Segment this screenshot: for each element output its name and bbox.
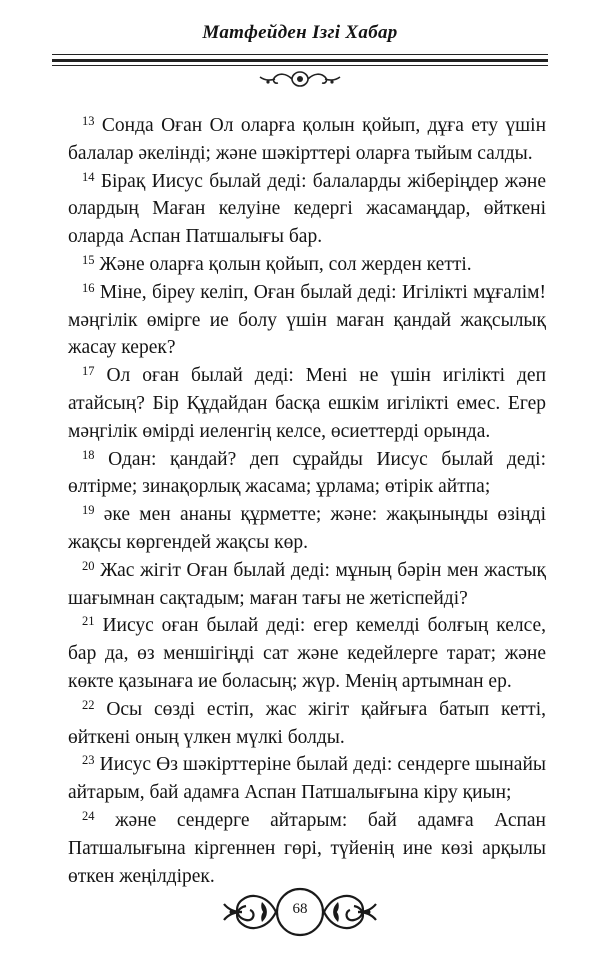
verse-22 (68, 696, 546, 752)
verse-text: және сендерге айтарым: бай адамға Аспан Патшалығына кіргеннен гөрі, түйенің ине көзі арқылы өткен жеңілдірек. (68, 809, 546, 887)
verse-17 (68, 362, 546, 445)
verse-19 (68, 501, 546, 557)
verse-text: Міне, біреу келіп, Оған былай деді: Игілікті мұғалім! мәңгілік өмірге ие болу үшін маған қандай жақсылық жасау керек? (68, 281, 546, 359)
verse-20 (68, 557, 546, 613)
verse-number: 16 (82, 280, 95, 295)
header-rule-thin (52, 54, 548, 55)
verse-24 (68, 807, 546, 890)
verse-text: Осы сөзді естіп, жас жігіт қайғыға батып кетті, өйткені оның үлкен мүлкі болды. (68, 698, 546, 748)
verse-number: 14 (82, 169, 95, 184)
verse-text: Иисус оған былай деді: егер кемелді болғың келсе, бар да, өз меншігіңді сат және кедейлерге тарат; және көкте қазынаға ие боласың; жүр. Менің артымнан ер. (68, 615, 546, 692)
verse-number: 21 (82, 614, 95, 629)
verse-text: Ол оған былай деді: Мені не үшін игілікті деп атайсың? Бір Құдайдан басқа ешкім игілікті емес. Егер мәңгілік өмірді иеленгің келсе, өсиеттерді орында. (68, 365, 547, 442)
verse-text: Одан: қандай? деп сұрайды Иисус былай деді: өлтірме; зинақорлық жасама; ұрлама; өтірік айтпа; (68, 448, 546, 498)
header-rule-thick (52, 59, 548, 62)
verse-23 (68, 751, 546, 807)
header-ornament-icon (255, 68, 345, 90)
verse-text: Сонда Оған Ол оларға қолын қойып, дұға ету үшін балалар әкелінді; және шәкірттері оларға тыйым салды. (68, 115, 546, 164)
verse-number: 20 (82, 558, 95, 573)
verse-text: Иисус Өз шәкірттеріне былай деді: сендерге шынайы айтарым, бай адамға Аспан Патшалығына кіру қиын; (68, 754, 547, 804)
verse-number: 17 (82, 364, 95, 379)
verse-number: 22 (82, 697, 95, 712)
verse-text: Бірақ Иисус былай деді: балаларды жіберіңдер және олардың Маған келуіне кедергі жасамаңдар, өйткені оларда Аспан Патшалығы бар. (68, 170, 546, 248)
verse-13 (68, 112, 546, 168)
verse-16 (68, 279, 546, 362)
verse-number: 19 (82, 503, 95, 518)
verse-number: 23 (82, 753, 95, 768)
verse-text: әке мен ананы құрметте; және: жақыныңды өзіңді жақсы көргендей жақсы көр. (68, 504, 546, 553)
verse-number: 18 (82, 447, 95, 462)
page-number: 68 (292, 901, 308, 917)
verse-text: Және оларға қолын қойып, сол жерден кетті. (99, 253, 472, 275)
verse-list (68, 112, 546, 890)
header-rule-thin-lower (52, 65, 548, 66)
verse-number: 13 (82, 114, 95, 128)
verse-18 (68, 446, 546, 502)
verse-number: 24 (82, 808, 95, 823)
verse-text: Жас жігіт Оған былай деді: мұның бәрін мен жастық шағымнан сақтадым; маған тағы не жетіспейді? (68, 559, 546, 609)
verse-21 (68, 612, 546, 695)
verse-number: 15 (82, 252, 95, 267)
verse-15 (68, 251, 546, 279)
verse-14 (68, 168, 546, 251)
running-header-title: Матфейден Ізгі Хабар (202, 22, 398, 43)
